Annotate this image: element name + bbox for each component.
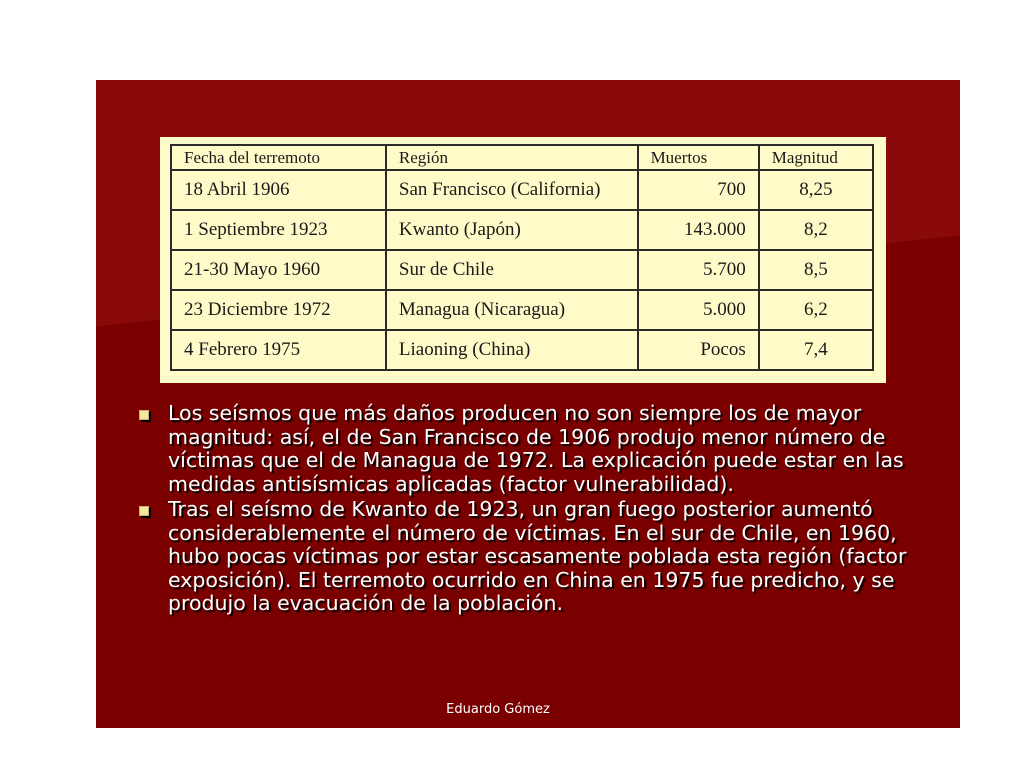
cell-region: San Francisco (California) (386, 170, 638, 210)
square-bullet-icon (139, 506, 149, 516)
table-row (171, 250, 873, 290)
table-row (171, 170, 873, 210)
bullet-text: Tras el seísmo de Kwanto de 1923, un gran fuego posterior aumentó considerablemente el número de víctimas. En el sur de Chile, en 1960, hubo pocas víctimas por estar escasamente poblada esta región (factor exposición). El terremoto ocurrido en China en 1975 fue predicho, y se produjo la evacuación de la población. (168, 497, 907, 615)
table-panel (160, 137, 886, 383)
table-row (171, 210, 873, 250)
cell-deaths: 700 (638, 170, 759, 210)
cell-deaths: 5.000 (638, 290, 759, 330)
cell-magnitude: 6,2 (759, 290, 873, 330)
header-date: Fecha del terremoto (171, 145, 386, 170)
cell-date: 4 Febrero 1975 (171, 330, 386, 370)
header-deaths: Muertos (638, 145, 759, 170)
footer-author: Eduardo Gómez (446, 702, 550, 717)
cell-region: Sur de Chile (386, 250, 638, 290)
cell-date: 1 Septiembre 1923 (171, 210, 386, 250)
square-bullet-icon (139, 410, 149, 420)
header-region: Región (386, 145, 638, 170)
table-header-row (171, 145, 873, 170)
bullet-item (136, 498, 936, 616)
cell-date: 21-30 Mayo 1960 (171, 250, 386, 290)
table-row (171, 290, 873, 330)
cell-date: 23 Diciembre 1972 (171, 290, 386, 330)
cell-magnitude: 8,25 (759, 170, 873, 210)
cell-magnitude: 7,4 (759, 330, 873, 370)
bullet-item (136, 402, 936, 496)
table-row (171, 330, 873, 370)
cell-region: Liaoning (China) (386, 330, 638, 370)
earthquake-table (170, 144, 874, 371)
header-magnitude: Magnitud (759, 145, 873, 170)
cell-deaths: 5.700 (638, 250, 759, 290)
cell-deaths: 143.000 (638, 210, 759, 250)
cell-date: 18 Abril 1906 (171, 170, 386, 210)
cell-magnitude: 8,5 (759, 250, 873, 290)
bullet-list (136, 402, 936, 618)
cell-deaths: Pocos (638, 330, 759, 370)
cell-magnitude: 8,2 (759, 210, 873, 250)
bullet-text: Los seísmos que más daños producen no son siempre los de mayor magnitud: así, el de San Francisco de 1906 produjo menor número de víctimas que el de Managua de 1972. La explicación puede estar en las medidas antisísmicas aplicadas (factor vulnerabilidad). (168, 401, 904, 496)
cell-region: Kwanto (Japón) (386, 210, 638, 250)
slide (96, 80, 960, 728)
cell-region: Managua (Nicaragua) (386, 290, 638, 330)
